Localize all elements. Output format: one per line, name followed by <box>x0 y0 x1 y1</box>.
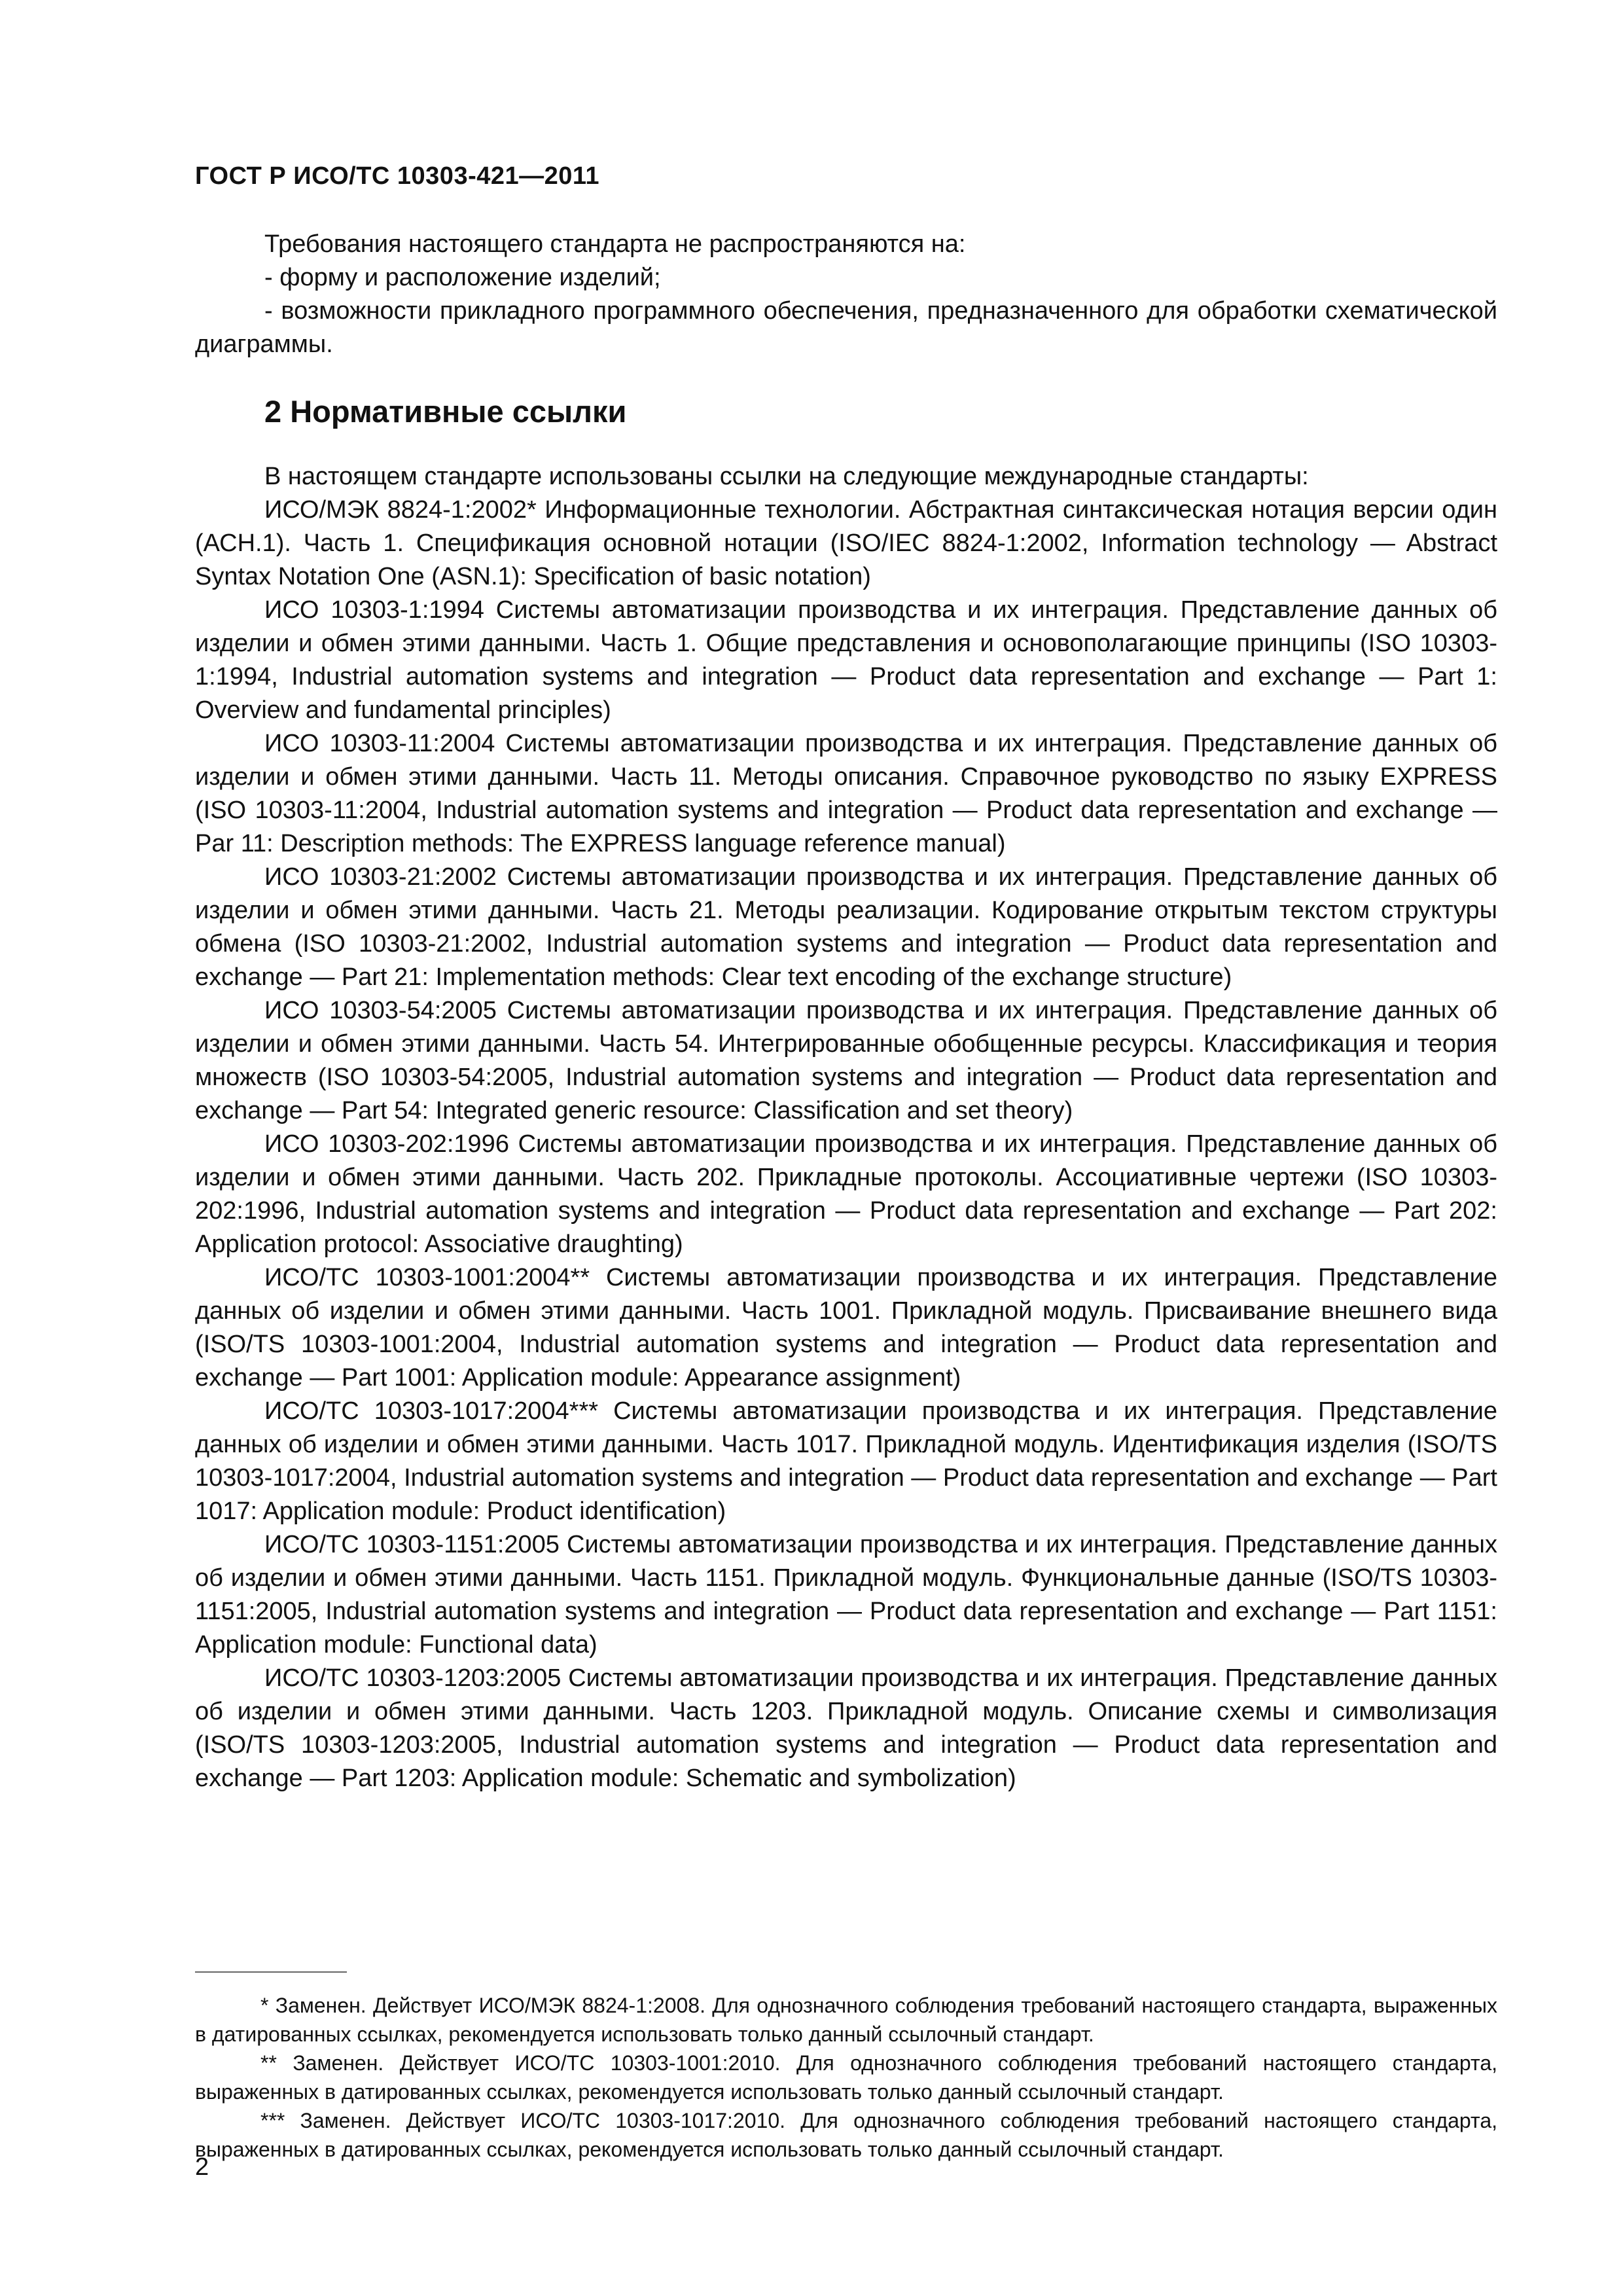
page-number: 2 <box>195 2153 209 2181</box>
footnote: ** Заменен. Действует ИСО/ТС 10303-1001:2010. Для однозначного соблюдения требований настоящего стандарта, выраженных в датированных ссылках, рекомендуется использовать только данный ссылочный стандарт. <box>195 2051 1497 2104</box>
section-title: 2 Нормативные ссылки <box>264 394 627 429</box>
intro-paragraph: Требования настоящего стандарта не распространяются на: <box>264 230 966 258</box>
reference-item: ИСО/ТС 10303-1017:2004*** Системы автоматизации производства и их интеграция. Представление данных об изделии и обмен этими данными. Часть 1017. Прикладной модуль. Идентификация изделия (ISO/TS 10303-1017:2004, Industrial automation systems and integration — Product data representation and exchange — Part 1017: Application module: Product identification) <box>195 1397 1497 1525</box>
footnotes <box>195 1991 1497 2164</box>
intro-list-item: - возможности прикладного программного обеспечения, предназначенного для обработки схематической диаграммы. <box>195 297 1497 358</box>
document-header: ГОСТ Р ИСО/ТС 10303-421—2011 <box>195 162 600 190</box>
normative-references <box>195 460 1497 1795</box>
reference-item: ИСО 10303-21:2002 Системы автоматизации производства и их интеграция. Представление данных об изделии и обмен этими данными. Часть 21. Методы реализации. Кодирование открытым текстом структуры обмена (ISO 10303-21:2002, Industrial automation systems and integration — Product data representation and exchange — Part 21: Implementation methods: Clear text encoding of the exchange structure) <box>195 863 1497 991</box>
document-body <box>195 228 1497 1795</box>
reference-item: ИСО/МЭК 8824-1:2002* Информационные технологии. Абстрактная синтаксическая нотация версии один (АСН.1). Часть 1. Спецификация основной нотации (ISO/IEC 8824-1:2002, Information technology — Abstract Syntax Notation One (ASN.1): Specification of basic notation) <box>195 496 1497 590</box>
reference-item: ИСО 10303-54:2005 Системы автоматизации производства и их интеграция. Представление данных об изделии и обмен этими данными. Часть 54. Интегрированные обобщенные ресурсы. Классификация и теория множеств (ISO 10303-54:2005, Industrial automation systems and integration — Product data representation and exchange — Part 54: Integrated generic resource: Classification and set theory) <box>195 997 1497 1124</box>
reference-item: ИСО 10303-1:1994 Системы автоматизации производства и их интеграция. Представление данных об изделии и обмен этими данными. Часть 1. Общие представления и основополагающие принципы (ISO 10303-1:1994, Industrial automation systems and integration — Product data representation and exchange — Part 1: Overview and fundamental principles) <box>195 596 1497 724</box>
references-intro: В настоящем стандарте использованы ссылки на следующие международные стандарты: <box>264 463 1309 490</box>
footnote-divider <box>195 1971 347 1973</box>
footnote: * Заменен. Действует ИСО/МЭК 8824-1:2008. Для однозначного соблюдения требований настоящего стандарта, выраженных в датированных ссылках, рекомендуется использовать только данный ссылочный стандарт. <box>195 1994 1497 2046</box>
footnote: *** Заменен. Действует ИСО/ТС 10303-1017:2010. Для однозначного соблюдения требований настоящего стандарта, выраженных в датированных ссылках, рекомендуется использовать только данный ссылочный стандарт. <box>195 2109 1497 2161</box>
reference-item: ИСО/ТС 10303-1151:2005 Системы автоматизации производства и их интеграция. Представление данных об изделии и обмен этими данными. Часть 1151. Прикладной модуль. Функциональные данные (ISO/TS 10303-1151:2005, Industrial automation systems and integration — Product data representation and exchange — Part 1151: Application module: Functional data) <box>195 1531 1497 1659</box>
reference-item: ИСО/ТС 10303-1001:2004** Системы автоматизации производства и их интеграция. Представление данных об изделии и обмен этими данными. Часть 1001. Прикладной модуль. Присваивание внешнего вида (ISO/TS 10303-1001:2004, Industrial automation systems and integration — Product data representation and exchange — Part 1001: Application module: Appearance assignment) <box>195 1264 1497 1391</box>
spacer <box>195 361 1497 392</box>
intro-list-item: - форму и расположение изделий; <box>264 264 661 291</box>
reference-item: ИСО 10303-11:2004 Системы автоматизации производства и их интеграция. Представление данных об изделии и обмен этими данными. Часть 11. Методы описания. Справочное руководство по языку EXPRESS (ISO 10303-11:2004, Industrial automation systems and integration — Product data representation and exchange — Par 11: Description methods: The EXPRESS language reference manual) <box>195 730 1497 857</box>
reference-item: ИСО/ТС 10303-1203:2005 Системы автоматизации производства и их интеграция. Представление данных об изделии и обмен этими данными. Часть 1203. Прикладной модуль. Описание схемы и символизация (ISO/TS 10303-1203:2005, Industrial automation systems and integration — Product data representation and exchange — Part 1203: Application module: Schematic and symbolization) <box>195 1664 1497 1792</box>
spacer <box>195 431 1497 460</box>
reference-item: ИСО 10303-202:1996 Системы автоматизации производства и их интеграция. Представление данных об изделии и обмен этими данными. Часть 202. Прикладные протоколы. Ассоциативные чертежи (ISO 10303-202:1996, Industrial automation systems and integration — Product data representation and exchange — Part 202: Application protocol: Associative draughting) <box>195 1130 1497 1258</box>
